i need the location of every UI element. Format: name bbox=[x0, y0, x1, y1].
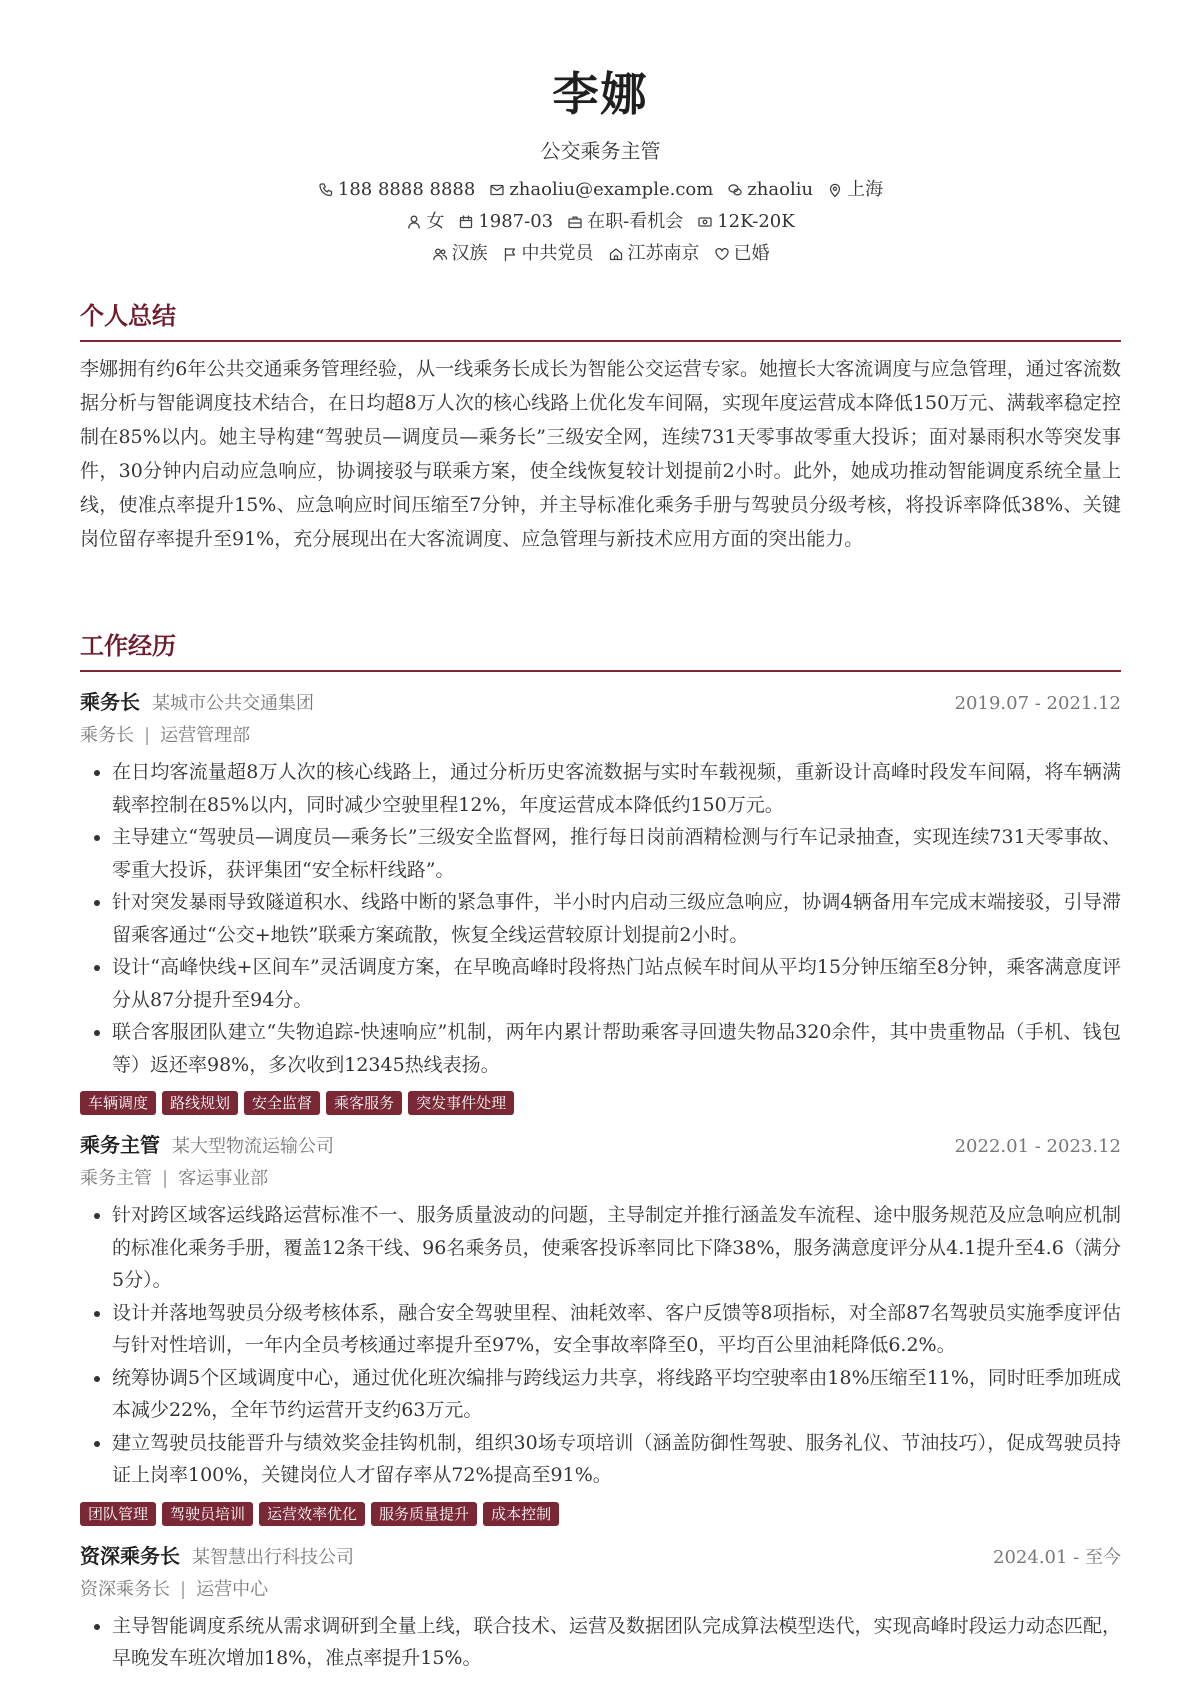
job-header-left bbox=[80, 1129, 334, 1163]
money-icon bbox=[697, 214, 713, 230]
skill-tag: 突发事件处理 bbox=[408, 1091, 514, 1115]
personal-info-row bbox=[80, 206, 1121, 238]
achievement-list bbox=[80, 1199, 1121, 1492]
info-text: zhaoliu bbox=[747, 179, 814, 200]
achievement-list bbox=[80, 756, 1121, 1081]
achievement-item: • 统筹协调5个区域调度中心，通过优化班次编排与跨线运力共享，将线路平均空驶率由18%压缩至11%，同时旺季加班成本减少22%，全年节约运营开支约63万元。 bbox=[112, 1362, 1121, 1427]
job-title: 公交乘务主管 bbox=[540, 139, 661, 163]
job-position: 资深乘务长 bbox=[80, 1578, 170, 1600]
skill-tag: 路线规划 bbox=[162, 1091, 238, 1115]
achievement-item: • 主导建立“驾驶员—调度员—乘务长”三级安全监督网，推行每日岗前酒精检测与行车记录抽查，实现连续731天零事故、零重大投诉，获评集团“安全标杆线路”。 bbox=[112, 821, 1121, 886]
resume-page bbox=[80, 0, 1121, 1669]
skill-tag: 安全监督 bbox=[244, 1091, 320, 1115]
achievement-item: • 设计“高峰快线+区间车”灵活调度方案，在早晚高峰时段将热门站点候车时间从平均15分钟压缩至8分钟，乘客满意度评分从87分提升至94分。 bbox=[112, 951, 1121, 1016]
skill-tag: 驾驶员培训 bbox=[162, 1502, 253, 1526]
company-name: 某大型物流运输公司 bbox=[172, 1136, 334, 1157]
contact-row bbox=[80, 174, 1121, 206]
section-title-work: 工作经历 bbox=[80, 631, 176, 660]
achievement-item: • 主导智能调度系统从需求调研到全量上线，联合技术、运营及数据团队完成算法模型迭代，实现高峰时段运力动态匹配，早晚发车班次增加18%，准点率提升15%。 bbox=[112, 1610, 1121, 1675]
achievement-item: • 设计并落地驾驶员分级考核体系，融合安全驾驶里程、油耗效率、客户反馈等8项指标，对全部87名驾驶员实施季度评估与针对性培训，一年内全员考核通过率提升至97%，安全事故率降至0，平均百公里油耗降低6.2%。 bbox=[112, 1297, 1121, 1362]
info-text: 汉族 bbox=[451, 243, 488, 264]
work-experience-section bbox=[80, 630, 1121, 1675]
skill-tag: 服务质量提升 bbox=[371, 1502, 477, 1526]
skill-tag: 乘客服务 bbox=[326, 1091, 402, 1115]
summary-section bbox=[80, 300, 1121, 556]
calendar-icon bbox=[458, 214, 474, 230]
job-role: 乘务主管 bbox=[80, 1133, 160, 1157]
phone-icon bbox=[318, 182, 334, 198]
department: 客运事业部 bbox=[178, 1168, 269, 1189]
job-entry bbox=[80, 1540, 1121, 1675]
skill-tag: 运营效率优化 bbox=[259, 1502, 365, 1526]
info-item bbox=[567, 207, 683, 237]
section-divider bbox=[80, 340, 1121, 342]
info-item bbox=[458, 207, 553, 237]
info-item bbox=[697, 207, 794, 237]
job-header bbox=[80, 1540, 1121, 1574]
skill-tags bbox=[80, 1091, 1121, 1115]
home-icon bbox=[608, 246, 624, 262]
info-text: 江苏南京 bbox=[627, 243, 700, 264]
info-item bbox=[608, 239, 700, 269]
job-header bbox=[80, 686, 1121, 720]
info-item bbox=[727, 175, 813, 205]
company-name: 某智慧出行科技公司 bbox=[192, 1546, 354, 1568]
info-item bbox=[502, 239, 594, 269]
wechat-icon bbox=[727, 182, 743, 198]
job-date-range: 2022.01 - 2023.12 bbox=[954, 1136, 1121, 1157]
job-date-range: 2024.01 - 至今 bbox=[993, 1546, 1121, 1568]
job-header bbox=[80, 1129, 1121, 1163]
info-text: 中共党员 bbox=[521, 243, 594, 264]
info-item bbox=[714, 239, 770, 269]
location-icon bbox=[827, 182, 843, 198]
info-item bbox=[432, 239, 488, 269]
summary-text: 李娜拥有约6年公共交通乘务管理经验，从一线乘务长成长为智能公交运营专家。她擅长大客流调度与应急管理，通过客流数据分析与智能调度技术结合，在日均超8万人次的核心线路上优化发车间隔，实现年度运营成本降低150万元、满载率稳定控制在85%以内。她主导构建“驾驶员—调度员—乘务长”三级安全网，连续731天零事故零重大投诉；面对暴雨积水等突发事件，30分钟内启动应急响应，协调接驳与联乘方案，使全线恢复较计划提前2小时。此外，她成功推动智能调度系统全量上线，使准点率提升15%、应急响应时间压缩至7分钟，并主导标准化乘务手册与驾驶员分级考核，将投诉率降低38%、关键岗位留存率提升至91%，充分展现出在大客流调度、应急管理与新技术应用方面的突出能力。 bbox=[80, 358, 1121, 550]
info-item bbox=[827, 175, 883, 205]
job-entry bbox=[80, 1129, 1121, 1526]
section-title-summary: 个人总结 bbox=[80, 301, 176, 330]
job-subtitle bbox=[80, 1163, 1121, 1195]
flag-icon bbox=[502, 246, 518, 262]
department: 运营中心 bbox=[196, 1578, 269, 1600]
info-text: 在职-看机会 bbox=[587, 211, 684, 232]
job-entry bbox=[80, 686, 1121, 1115]
achievement-list bbox=[80, 1610, 1121, 1675]
achievement-item: • 针对突发暴雨导致隧道积水、线路中断的紧急事件，半小时内启动三级应急响应，协调4辆备用车完成末端接驳，引导滞留乘客通过“公交+地铁”联乘方案疏散，恢复全线运营较原计划提前2小时。 bbox=[112, 886, 1121, 951]
resume-header bbox=[80, 0, 1121, 270]
section-divider bbox=[80, 670, 1121, 672]
achievement-item: • 建立驾驶员技能晋升与绩效奖金挂钩机制，组织30场专项培训（涵盖防御性驾驶、服务礼仪、节油技巧），促成驾驶员持证上岗率100%，关键岗位人才留存率从72%提高至91%。 bbox=[112, 1427, 1121, 1492]
job-subtitle bbox=[80, 1574, 1121, 1606]
info-text: 188 8888 8888 bbox=[337, 179, 476, 200]
info-text: 上海 bbox=[847, 179, 884, 200]
job-position: 乘务主管 bbox=[80, 1168, 152, 1189]
info-text: zhaoliu@example.com bbox=[509, 179, 714, 200]
candidate-name: 李娜 bbox=[552, 67, 649, 121]
job-role: 乘务长 bbox=[80, 690, 140, 714]
achievement-item: • 联合客服团队建立“失物追踪-快速响应”机制，两年内累计帮助乘客寻回遗失物品320余件，其中贵重物品（手机、钱包等）返还率98%，多次收到12345热线表扬。 bbox=[112, 1016, 1121, 1081]
job-date-range: 2019.07 - 2021.12 bbox=[954, 693, 1121, 714]
mail-icon bbox=[489, 182, 505, 198]
skill-tag: 团队管理 bbox=[80, 1502, 156, 1526]
skill-tag: 车辆调度 bbox=[80, 1091, 156, 1115]
separator: | bbox=[180, 1578, 187, 1600]
job-header-left bbox=[80, 686, 314, 720]
info-text: 已婚 bbox=[733, 243, 770, 264]
info-item bbox=[489, 175, 713, 205]
company-name: 某城市公共交通集团 bbox=[152, 693, 314, 714]
info-item bbox=[318, 175, 475, 205]
person-icon bbox=[406, 214, 422, 230]
people-icon bbox=[432, 246, 448, 262]
achievement-item: • 针对跨区域客运线路运营标准不一、服务质量波动的问题，主导制定并推行涵盖发车流程、途中服务规范及应急响应机制的标准化乘务手册，覆盖12条干线、96名乘务员，使乘客投诉率同比下降38%，服务满意度评分从4.1提升至4.6（满分5分）。 bbox=[112, 1199, 1121, 1297]
info-text: 12K-20K bbox=[717, 211, 795, 232]
job-header-left bbox=[80, 1540, 354, 1574]
background-info-row bbox=[80, 238, 1121, 270]
heart-icon bbox=[714, 246, 730, 262]
skill-tags bbox=[80, 1502, 1121, 1526]
achievement-item: • 在日均客流量超8万人次的核心线路上，通过分析历史客流数据与实时车载视频，重新设计高峰时段发车间隔，将车辆满载率控制在85%以内，同时减少空驶里程12%，年度运营成本降低约150万元。 bbox=[112, 756, 1121, 821]
department: 运营管理部 bbox=[160, 725, 251, 746]
info-text: 女 bbox=[426, 211, 445, 232]
separator: | bbox=[162, 1168, 169, 1189]
job-list bbox=[80, 686, 1121, 1675]
job-position: 乘务长 bbox=[80, 725, 134, 746]
job-subtitle bbox=[80, 720, 1121, 752]
separator: | bbox=[144, 725, 151, 746]
job-role: 资深乘务长 bbox=[80, 1543, 180, 1568]
info-item bbox=[406, 207, 444, 237]
skill-tag: 成本控制 bbox=[483, 1502, 559, 1526]
briefcase-icon bbox=[567, 214, 583, 230]
info-text: 1987-03 bbox=[478, 211, 554, 232]
